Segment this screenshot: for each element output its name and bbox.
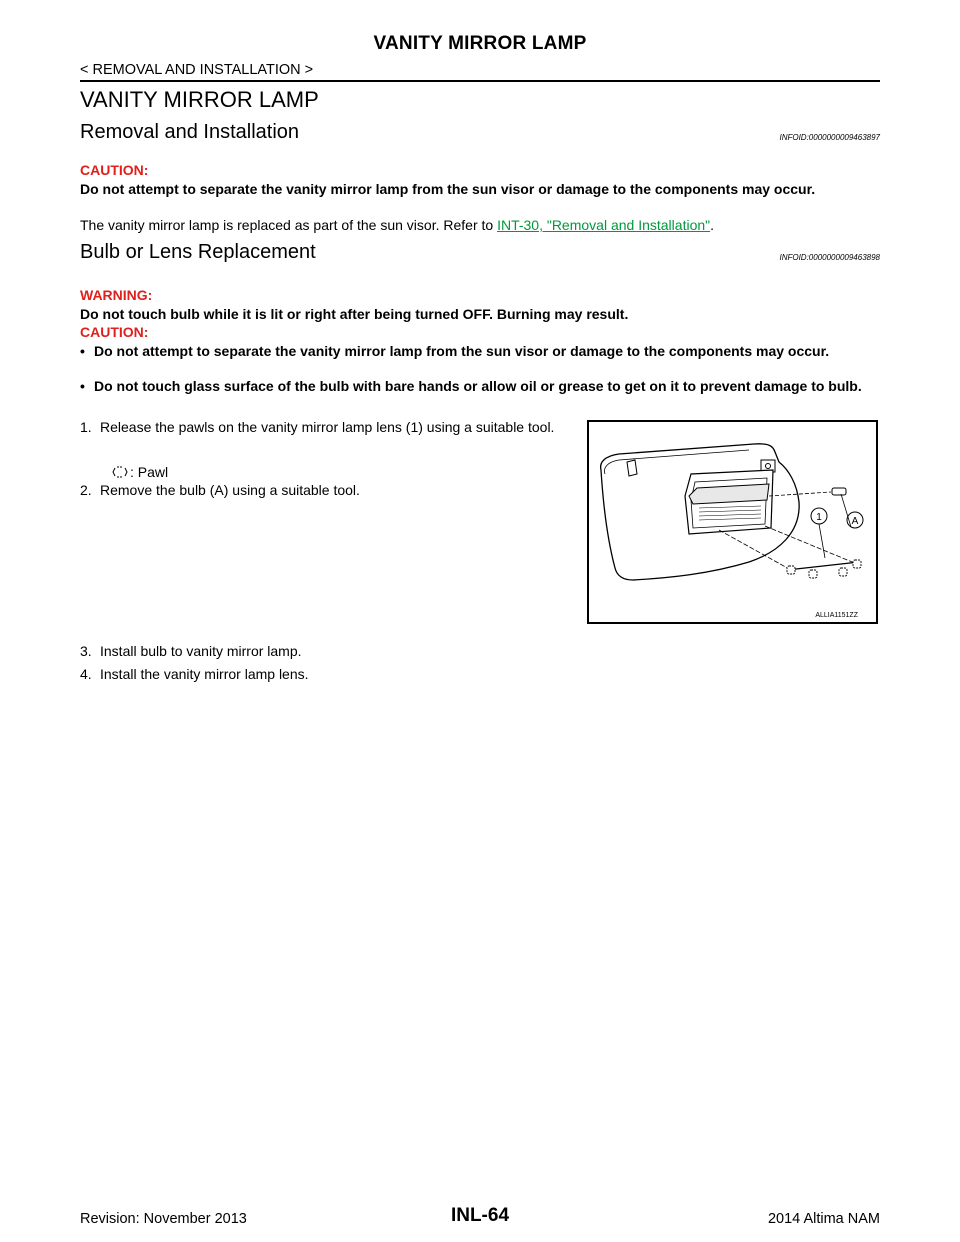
pawl-legend — [112, 462, 168, 482]
bulb-warning-text: Do not touch bulb while it is lit or right after being turned OFF. Burning may result. — [80, 306, 629, 322]
section-title: VANITY MIRROR LAMP — [80, 87, 319, 112]
revision-date: Revision: November 2013 — [80, 1211, 247, 1227]
breadcrumb: < REMOVAL AND INSTALLATION > — [80, 62, 314, 78]
step-number: 4. — [80, 666, 92, 682]
int-30-link[interactable]: INT-30, "Removal and Installation" — [497, 217, 711, 233]
header-rule — [80, 80, 880, 82]
bulb-subsection-header — [80, 241, 880, 269]
bullet-mark: • — [80, 378, 85, 394]
step-item — [80, 481, 578, 499]
removal-body-prefix: The vanity mirror lamp is replaced as part of the sun visor. Refer to — [80, 217, 498, 233]
pawl-icon — [112, 465, 128, 479]
step-item — [80, 418, 578, 436]
removal-caution-text: Do not attempt to separate the vanity mirror lamp from the sun visor or damage to the components may occur. — [80, 181, 816, 197]
bulb-shape — [832, 488, 846, 495]
bulb-info-id: INFOID:0000000009463898 — [779, 253, 880, 262]
step-number: 3. — [80, 643, 92, 659]
bulb-title: Bulb or Lens Replacement — [80, 241, 316, 263]
step-text: Install bulb to vanity mirror lamp. — [100, 643, 302, 659]
step-number: 1. — [80, 419, 92, 435]
callout-1: 1 — [816, 512, 822, 523]
removal-body-suffix: . — [710, 217, 714, 233]
step-item — [80, 642, 860, 660]
caution-bullet-text: Do not touch glass surface of the bulb with bare hands or allow oil or grease to get on it to prevent damage to bulb. — [94, 378, 862, 394]
model-label: 2014 Altima NAM — [767, 1211, 880, 1227]
caution-bullet — [80, 342, 880, 360]
caution-bullet — [80, 377, 880, 395]
removal-body — [80, 216, 880, 234]
bulb-warning-label: WARNING: — [80, 287, 153, 303]
visor-clip — [627, 460, 637, 476]
step-text: Install the vanity mirror lamp lens. — [100, 666, 309, 682]
removal-subsection-header — [80, 121, 880, 149]
bullet-mark: • — [80, 343, 85, 359]
lens-part — [787, 562, 859, 570]
removal-caution-label: CAUTION: — [80, 162, 149, 178]
sun-visor-figure — [587, 420, 878, 624]
removal-info-id: INFOID:0000000009463897 — [779, 133, 880, 142]
step-item — [80, 665, 860, 683]
removal-title: Removal and Installation — [80, 121, 300, 143]
caution-bullet-text: Do not attempt to separate the vanity mirror lamp from the sun visor or damage to the components may occur. — [94, 343, 830, 359]
callout-a: A — [851, 516, 859, 527]
step-number: 2. — [80, 482, 92, 498]
pawl-legend-text: : Pawl — [130, 464, 169, 480]
page-header-title: VANITY MIRROR LAMP — [373, 33, 587, 54]
step-text: Release the pawls on the vanity mirror lamp lens (1) using a suitable tool. — [100, 419, 555, 435]
bulb-caution-label: CAUTION: — [80, 324, 149, 340]
page-code: INL-64 — [450, 1205, 510, 1226]
figure-id: ALLIA1151ZZ — [815, 612, 858, 619]
step-text: Remove the bulb (A) using a suitable tool. — [100, 482, 360, 498]
sun-visor-illustration — [589, 422, 876, 622]
